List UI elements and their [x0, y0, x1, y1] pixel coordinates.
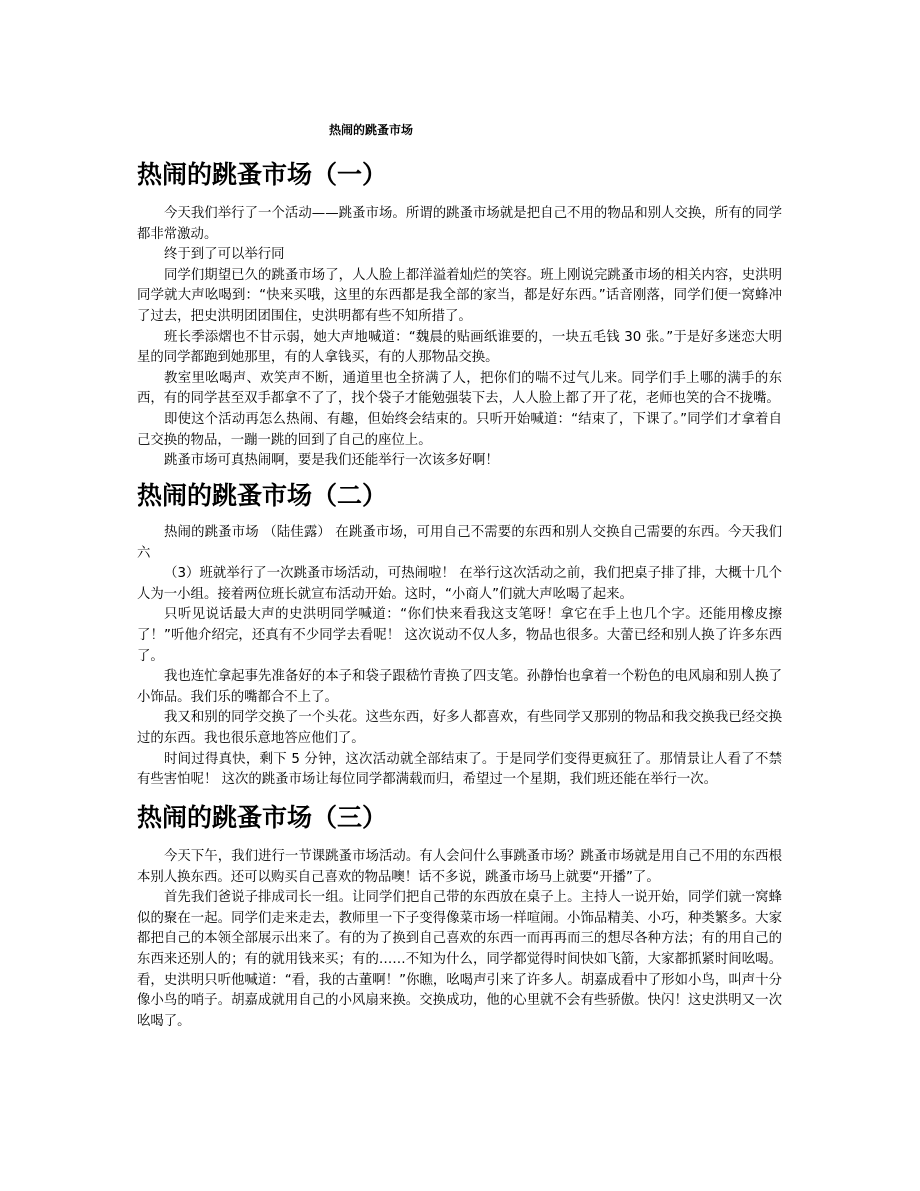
section-3 — [137, 802, 782, 1032]
paragraph: 教室里吆喝声、欢笑声不断，通道里也全挤满了人，把你们的喘不过气儿来。同学们手上哪的满手的东西，有的同学甚至双手都拿不了了，找个袋子才能勉强装下去，人人脸上都了开了花，老师也笑的合不拢嘴。 — [137, 370, 782, 407]
document-title: 热闹的跳蚤市场 — [329, 123, 414, 137]
paragraph: （3）班就举行了一次跳蚤市场活动，可热闹啦！ 在举行这次活动之前，我们把桌子排了排，大概十几个人为一小组。接着两位班长就宣布活动开始。这时，“小商人”们就大声吆喝了起来。 — [137, 566, 782, 602]
paragraph: 我也连忙拿起事先准备好的本子和袋子跟嵇竹青换了四支笔。孙静怡也拿着一个粉色的电风扇和别人换了小饰品。我们乐的嘴都合不上了。 — [137, 669, 782, 705]
paragraph: 今天下午，我们进行一节课跳蚤市场活动。有人会问什么事跳蚤市场？跳蚤市场就是用自己不用的东西根本别人换东西。还可以购买自己喜欢的物品噢！话不多说，跳蚤市场马上就要“开播”了。 — [137, 849, 782, 885]
paragraph: 首先我们爸说子排成司长一组。让同学们把自己带的东西放在桌子上。主持人一说开始，同学们就一窝蜂似的聚在一起。同学们走来走去，教师里一下子变得像菜市场一样喧闹。小饰品精美、小巧，种类繁多。大家都把自己的本领全部展示出来了。有的为了换到自己喜欢的东西一而再再而三的想尽各种方法；有的用自己的东西来还别人的；有的就用钱来买；有的……不知为什么，同学都觉得时间快如飞箭，大家都抓紧时间吆喝。看，史洪明只听他喊道：“看，我的古董啊！”你瞧，吆喝声引来了许多人。胡嘉成看中了形如小鸟，叫声十分像小鸟的哨子。胡嘉成就用自己的小风扇来换。交换成功，他的心里就不会有些骄傲。快闪！这史洪明又一次吆喝了。 — [137, 890, 782, 1029]
paragraph: 同学们期望已久的跳蚤市场了，人人脸上都洋溢着灿烂的笑容。班上刚说完跳蚤市场的相关内容，史洪明 同学就大声吆喝到：“快来买哦，这里的东西都是我全部的家当，都是好东西。”话音刚落，同学们便一窝蜂冲了过去，把史洪明团团围住，史洪明都有些不知所措了。 — [137, 267, 782, 324]
section-heading: 热闹的跳蚤市场（三） — [137, 803, 388, 832]
paragraph: 时间过得真快，剩下 5 分钟，这次活动就全部结束了。于是同学们变得更疯狂了。那情景让人看了不禁有些害怕呢！ 这次的跳蚤市场让每位同学都满载而归，希望过一个星期，我们班还能在举行一次。 — [137, 751, 782, 788]
paragraph: 今天我们举行了一个活动——跳蚤市场。所谓的跳蚤市场就是把自己不用的物品和别人交换，所有的同学都非常激动。 — [137, 206, 782, 242]
section-1 — [137, 159, 782, 472]
paragraph: 跳蚤市场可真热闹啊，要是我们还能举行一次该多好啊！ — [164, 453, 499, 469]
section-heading: 热闹的跳蚤市场（二） — [137, 481, 388, 510]
paragraph: 热闹的跳蚤市场 （陆佳露） 在跳蚤市场，可用自己不需要的东西和别人交换自己需要的东西。今天我们六 — [137, 525, 782, 561]
section-2 — [137, 480, 782, 791]
paragraph: 班长季添熠也不甘示弱，她大声地喊道：“魏晨的贴画纸谁要的，一块五毛钱 30 张。”于是好多迷恋大明星的同学都跑到她那里，有的人拿钱买，有的人那物品交换。 — [137, 329, 782, 366]
paragraph: 只听见说话最大声的史洪明同学喊道：“你们快来看我这支笔呀！拿它在手上也几个字。还能用橡皮擦了！”听他介绍完，还真有不少同学去看呢！ 这次说动不仅人多，物品也很多。大蕾已经和别人换了许多东西了。 — [137, 607, 782, 664]
section-heading: 热闹的跳蚤市场（一） — [137, 160, 388, 189]
paragraph: 我又和别的同学交换了一个头花。这些东西，好多人都喜欢，有些同学又那别的物品和我交换我已经交换过的东西。我也很乐意地答应他们了。 — [137, 710, 782, 746]
paragraph: 终于到了可以举行同 — [164, 247, 285, 263]
paragraph: 即使这个活动再怎么热闹、有趣，但始终会结束的。只听开始喊道：“结束了，下课了。”同学们才拿着自己交换的物品，一蹦一跳的回到了自己的座位上。 — [137, 411, 782, 448]
